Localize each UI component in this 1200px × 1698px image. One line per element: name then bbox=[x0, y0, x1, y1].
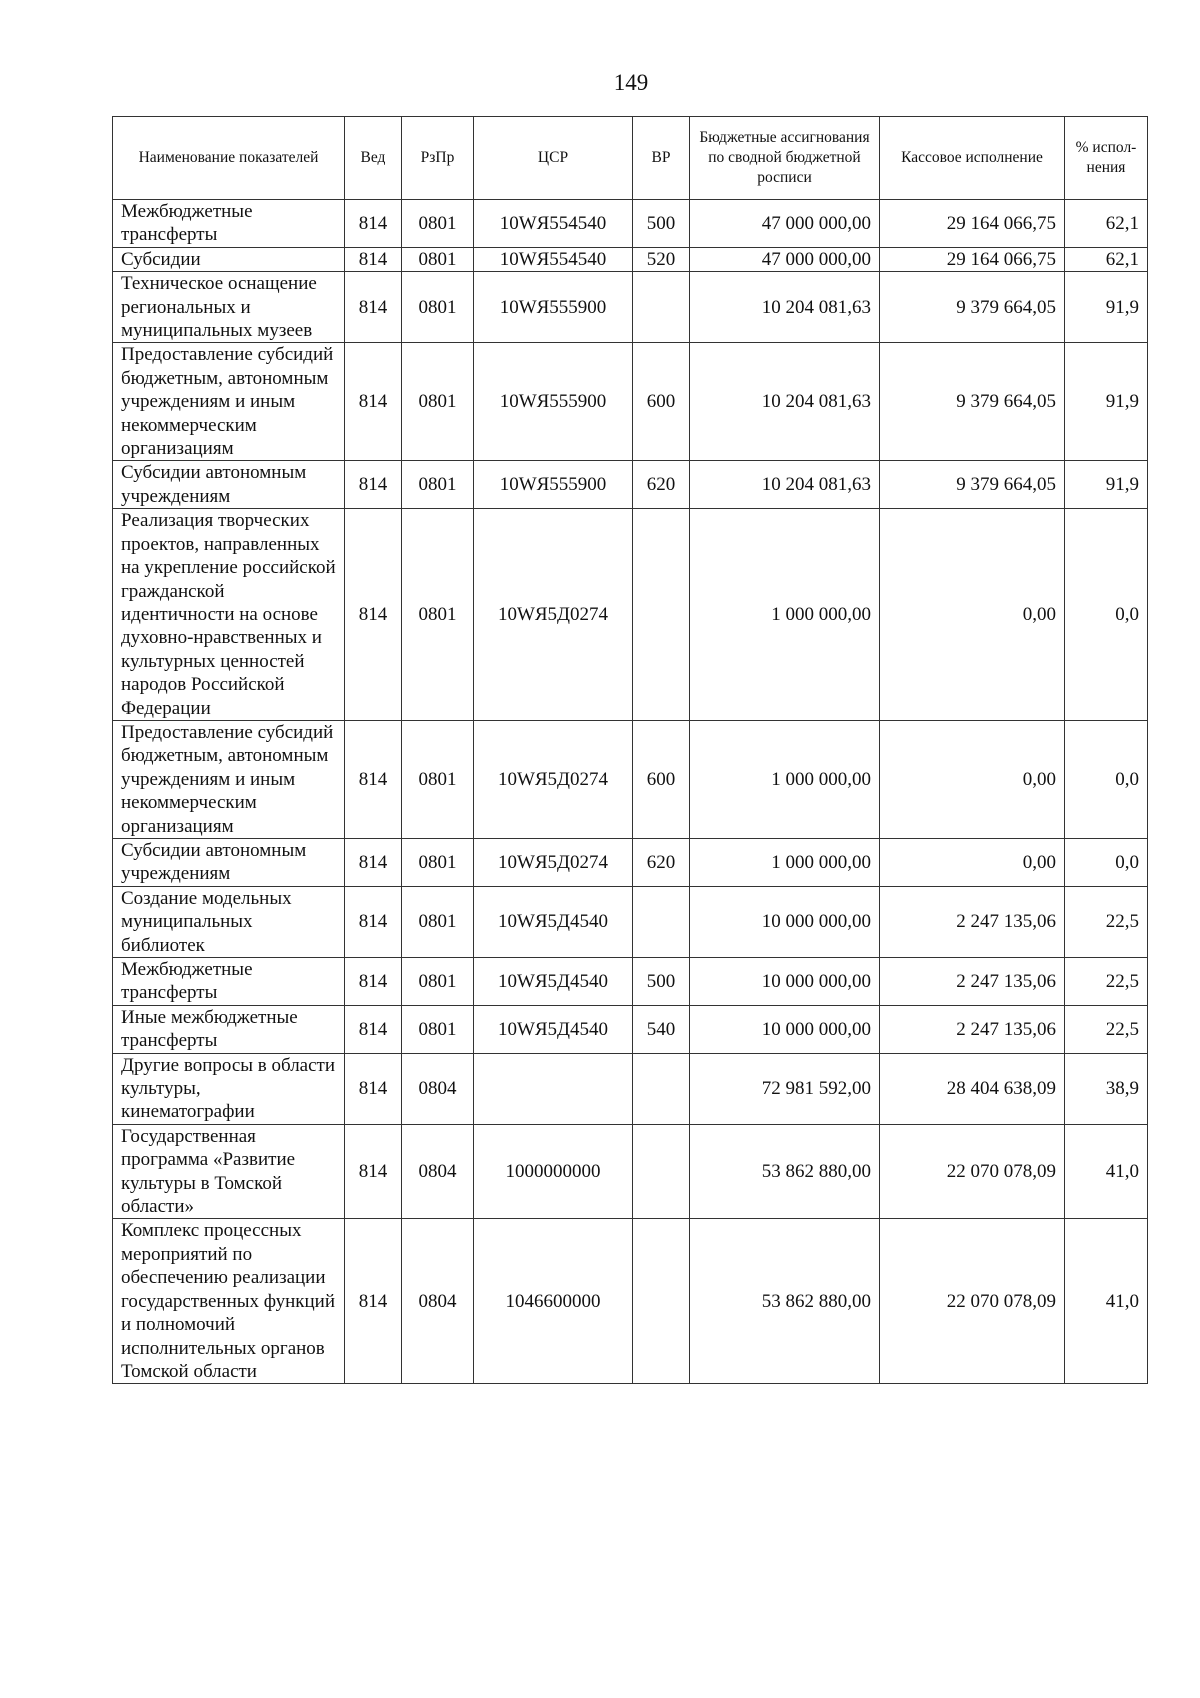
cell-rzpr: 0801 bbox=[402, 720, 474, 838]
table-row bbox=[113, 1053, 1148, 1124]
cell-rzpr: 0801 bbox=[402, 1005, 474, 1053]
cell-pct: 91,9 bbox=[1065, 272, 1148, 343]
cell-csr: 10WЯ554540 bbox=[474, 247, 633, 271]
cell-budget: 10 000 000,00 bbox=[690, 886, 880, 957]
cell-budget: 10 204 081,63 bbox=[690, 272, 880, 343]
cell-cash: 2 247 135,06 bbox=[880, 958, 1065, 1006]
cell-csr: 10WЯ554540 bbox=[474, 200, 633, 248]
cell-name: Субсидии bbox=[113, 247, 345, 271]
cell-budget: 53 862 880,00 bbox=[690, 1124, 880, 1219]
cell-cash: 22 070 078,09 bbox=[880, 1124, 1065, 1219]
cell-cash: 9 379 664,05 bbox=[880, 343, 1065, 461]
cell-vr: 620 bbox=[633, 461, 690, 509]
cell-ved: 814 bbox=[345, 958, 402, 1006]
table-row bbox=[113, 1124, 1148, 1219]
table-row bbox=[113, 958, 1148, 1006]
cell-vr bbox=[633, 1124, 690, 1219]
cell-pct: 22,5 bbox=[1065, 886, 1148, 957]
table-row bbox=[113, 343, 1148, 461]
cell-cash: 28 404 638,09 bbox=[880, 1053, 1065, 1124]
table-row bbox=[113, 886, 1148, 957]
cell-name: Реализация творческих проектов, направленных на укрепление российской гражданской идентичности на основе духовно-нравственных и культурных ценностей народов Российской Федерации bbox=[113, 509, 345, 721]
cell-pct: 22,5 bbox=[1065, 958, 1148, 1006]
header-indicator-name: Наименование показателей bbox=[113, 117, 345, 200]
cell-ved: 814 bbox=[345, 272, 402, 343]
table-row bbox=[113, 509, 1148, 721]
cell-name: Субсидии автономным учреждениям bbox=[113, 461, 345, 509]
cell-ved: 814 bbox=[345, 1053, 402, 1124]
cell-name: Иные межбюджетные трансферты bbox=[113, 1005, 345, 1053]
table-row bbox=[113, 838, 1148, 886]
cell-cash: 0,00 bbox=[880, 838, 1065, 886]
cell-csr: 10WЯ555900 bbox=[474, 343, 633, 461]
cell-name: Субсидии автономным учреждениям bbox=[113, 838, 345, 886]
cell-cash: 22 070 078,09 bbox=[880, 1219, 1065, 1384]
cell-rzpr: 0801 bbox=[402, 509, 474, 721]
cell-vr: 620 bbox=[633, 838, 690, 886]
cell-cash: 2 247 135,06 bbox=[880, 886, 1065, 957]
cell-cash: 9 379 664,05 bbox=[880, 272, 1065, 343]
cell-rzpr: 0801 bbox=[402, 838, 474, 886]
header-cash-execution: Кассовое исполнение bbox=[880, 117, 1065, 200]
cell-csr: 10WЯ5Д4540 bbox=[474, 886, 633, 957]
cell-budget: 10 000 000,00 bbox=[690, 1005, 880, 1053]
cell-pct: 0,0 bbox=[1065, 509, 1148, 721]
header-execution-percent: % испол-нения bbox=[1065, 117, 1148, 200]
cell-name: Межбюджетные трансферты bbox=[113, 958, 345, 1006]
cell-rzpr: 0801 bbox=[402, 272, 474, 343]
table-header-row bbox=[113, 117, 1148, 200]
cell-budget: 47 000 000,00 bbox=[690, 247, 880, 271]
budget-execution-table bbox=[112, 116, 1148, 1384]
cell-name: Создание модельных муниципальных библиотек bbox=[113, 886, 345, 957]
table-row bbox=[113, 272, 1148, 343]
cell-pct: 22,5 bbox=[1065, 1005, 1148, 1053]
table-row bbox=[113, 200, 1148, 248]
cell-ved: 814 bbox=[345, 1124, 402, 1219]
cell-name: Предоставление субсидий бюджетным, автономным учреждениям и иным некоммерческим организациям bbox=[113, 720, 345, 838]
table-row bbox=[113, 247, 1148, 271]
cell-cash: 0,00 bbox=[880, 509, 1065, 721]
cell-cash: 9 379 664,05 bbox=[880, 461, 1065, 509]
cell-ved: 814 bbox=[345, 343, 402, 461]
cell-pct: 62,1 bbox=[1065, 247, 1148, 271]
cell-vr: 600 bbox=[633, 720, 690, 838]
cell-csr: 1046600000 bbox=[474, 1219, 633, 1384]
cell-budget: 1 000 000,00 bbox=[690, 838, 880, 886]
cell-rzpr: 0804 bbox=[402, 1053, 474, 1124]
cell-ved: 814 bbox=[345, 720, 402, 838]
cell-vr bbox=[633, 1219, 690, 1384]
cell-pct: 62,1 bbox=[1065, 200, 1148, 248]
cell-name: Другие вопросы в области культуры, кинематографии bbox=[113, 1053, 345, 1124]
cell-cash: 29 164 066,75 bbox=[880, 247, 1065, 271]
cell-pct: 0,0 bbox=[1065, 720, 1148, 838]
cell-csr: 10WЯ5Д0274 bbox=[474, 509, 633, 721]
cell-vr: 520 bbox=[633, 247, 690, 271]
cell-rzpr: 0804 bbox=[402, 1219, 474, 1384]
table-row bbox=[113, 1005, 1148, 1053]
cell-cash: 0,00 bbox=[880, 720, 1065, 838]
cell-name: Межбюджетные трансферты bbox=[113, 200, 345, 248]
cell-rzpr: 0801 bbox=[402, 461, 474, 509]
cell-budget: 10 204 081,63 bbox=[690, 461, 880, 509]
cell-csr: 10WЯ5Д4540 bbox=[474, 958, 633, 1006]
cell-pct: 41,0 bbox=[1065, 1219, 1148, 1384]
table-row bbox=[113, 720, 1148, 838]
cell-pct: 0,0 bbox=[1065, 838, 1148, 886]
cell-csr: 1000000000 bbox=[474, 1124, 633, 1219]
cell-vr bbox=[633, 886, 690, 957]
cell-vr bbox=[633, 1053, 690, 1124]
cell-rzpr: 0801 bbox=[402, 247, 474, 271]
cell-vr: 500 bbox=[633, 200, 690, 248]
cell-csr: 10WЯ555900 bbox=[474, 272, 633, 343]
cell-ved: 814 bbox=[345, 200, 402, 248]
cell-vr bbox=[633, 509, 690, 721]
cell-vr: 500 bbox=[633, 958, 690, 1006]
header-budget-allocations: Бюджетные ассигнования по сводной бюджетной росписи bbox=[690, 117, 880, 200]
cell-pct: 38,9 bbox=[1065, 1053, 1148, 1124]
cell-vr: 600 bbox=[633, 343, 690, 461]
cell-ved: 814 bbox=[345, 1005, 402, 1053]
cell-ved: 814 bbox=[345, 461, 402, 509]
cell-csr: 10WЯ5Д0274 bbox=[474, 720, 633, 838]
cell-budget: 10 000 000,00 bbox=[690, 958, 880, 1006]
table-row bbox=[113, 1219, 1148, 1384]
cell-vr bbox=[633, 272, 690, 343]
table-row bbox=[113, 461, 1148, 509]
cell-budget: 47 000 000,00 bbox=[690, 200, 880, 248]
header-ved: Вед bbox=[345, 117, 402, 200]
cell-rzpr: 0801 bbox=[402, 886, 474, 957]
cell-ved: 814 bbox=[345, 886, 402, 957]
cell-rzpr: 0801 bbox=[402, 343, 474, 461]
page-number: 149 bbox=[613, 70, 649, 95]
cell-csr: 10WЯ5Д0274 bbox=[474, 838, 633, 886]
cell-budget: 1 000 000,00 bbox=[690, 720, 880, 838]
cell-name: Техническое оснащение региональных и муниципальных музеев bbox=[113, 272, 345, 343]
cell-csr: 10WЯ5Д4540 bbox=[474, 1005, 633, 1053]
cell-rzpr: 0801 bbox=[402, 200, 474, 248]
header-csr: ЦСР bbox=[474, 117, 633, 200]
cell-vr: 540 bbox=[633, 1005, 690, 1053]
cell-budget: 10 204 081,63 bbox=[690, 343, 880, 461]
cell-pct: 41,0 bbox=[1065, 1124, 1148, 1219]
cell-cash: 2 247 135,06 bbox=[880, 1005, 1065, 1053]
cell-name: Комплекс процессных мероприятий по обеспечению реализации государственных функций и полномочий исполнительных органов Томской области bbox=[113, 1219, 345, 1384]
cell-pct: 91,9 bbox=[1065, 343, 1148, 461]
cell-ved: 814 bbox=[345, 247, 402, 271]
header-vr: ВР bbox=[633, 117, 690, 200]
cell-cash: 29 164 066,75 bbox=[880, 200, 1065, 248]
cell-budget: 1 000 000,00 bbox=[690, 509, 880, 721]
cell-csr: 10WЯ555900 bbox=[474, 461, 633, 509]
cell-ved: 814 bbox=[345, 509, 402, 721]
cell-rzpr: 0804 bbox=[402, 1124, 474, 1219]
cell-ved: 814 bbox=[345, 838, 402, 886]
cell-rzpr: 0801 bbox=[402, 958, 474, 1006]
cell-name: Государственная программа «Развитие культуры в Томской области» bbox=[113, 1124, 345, 1219]
cell-ved: 814 bbox=[345, 1219, 402, 1384]
cell-csr bbox=[474, 1053, 633, 1124]
header-rzpr: РзПр bbox=[402, 117, 474, 200]
cell-name: Предоставление субсидий бюджетным, автономным учреждениям и иным некоммерческим организациям bbox=[113, 343, 345, 461]
cell-pct: 91,9 bbox=[1065, 461, 1148, 509]
cell-budget: 72 981 592,00 bbox=[690, 1053, 880, 1124]
cell-budget: 53 862 880,00 bbox=[690, 1219, 880, 1384]
